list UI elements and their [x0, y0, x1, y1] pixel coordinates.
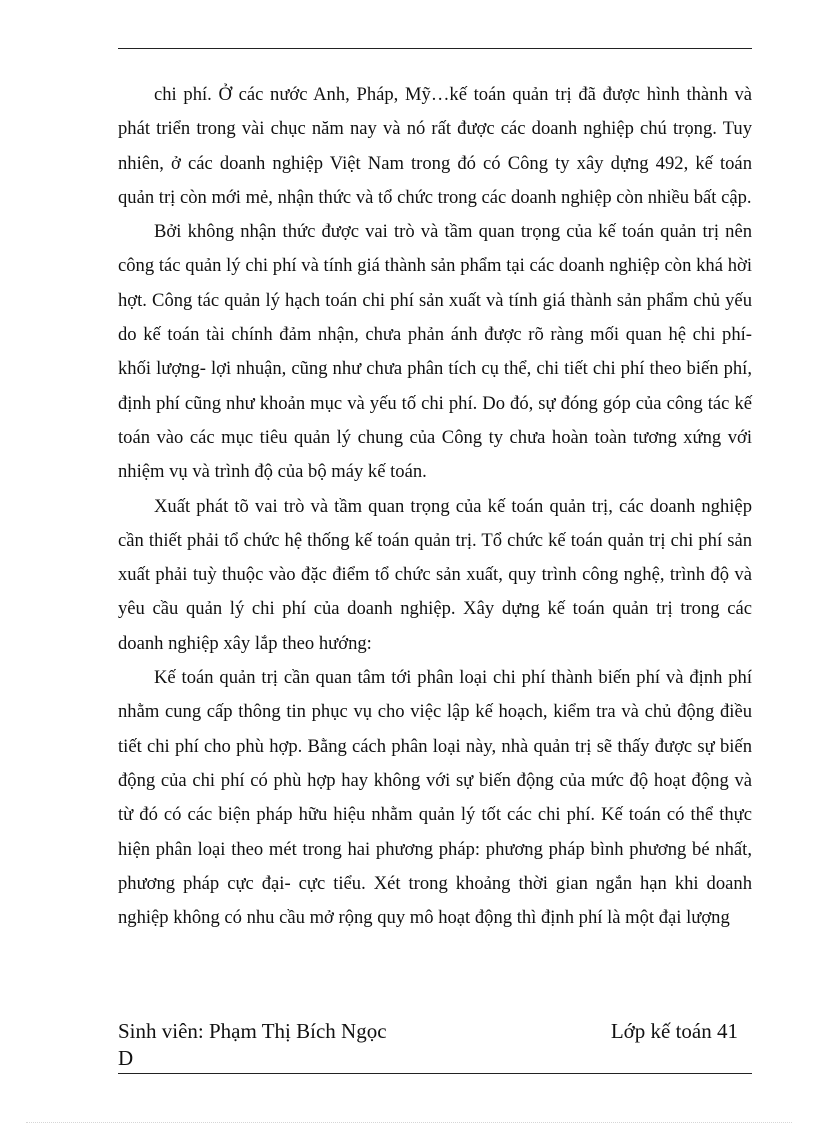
footer-class-name: Lớp kế toán 41 [610, 1019, 738, 1043]
body-text [118, 78, 752, 935]
paragraph: Kế toán quản trị cần quan tâm tới phân loại chi phí thành biến phí và định phí nhằm cung cấp thông tin phục vụ cho việc lập kế hoạch, kiểm tra và chủ động điều tiết chi phí cho phù hợp. Bằng cách phân loại này, nhà quản trị sẽ thấy được sự biến động của chi phí có phù hợp hay không với sự biến động của mức độ hoạt động và từ đó có các biện pháp hữu hiệu nhằm quản lý tốt các chi phí. Kế toán có thể thực hiện phân loại theo mét trong hai phương pháp: phương pháp bình phương bé nhất, phương pháp cực đại- cực tiểu. Xét trong khoảng thời gian ngắn hạn khi doanh nghiệp không có nhu cầu mở rộng quy mô hoạt động thì định phí là một đại lượng [118, 667, 752, 929]
paragraph: chi phí. Ở các nước Anh, Pháp, Mỹ…kế toán quản trị đã được hình thành và phát triển trong vài chục năm nay và nó rất được các doanh nghiệp chú trọng. Tuy nhiên, ở các doanh nghiệp Việt Nam trong đó có Công ty xây dựng 492, kế toán quản trị còn mới mẻ, nhận thức và tổ chức trong các doanh nghiệp còn nhiều bất cập. [118, 84, 752, 208]
footer-rule [118, 1073, 752, 1074]
header-rule [118, 48, 752, 49]
footer-student-name: Sinh viên: Phạm Thị Bích Ngọc [118, 1019, 387, 1043]
footer-student-name-continued: D [118, 1046, 134, 1070]
paragraph: Bởi không nhận thức được vai trò và tầm quan trọng của kế toán quản trị nên công tác quản lý chi phí và tính giá thành sản phẩm tại các doanh nghiệp còn khá hời hợt. Công tác quản lý hạch toán chi phí sản xuất và tính giá thành sản phẩm chủ yếu do kế toán tài chính đảm nhận, chưa phản ánh được rõ ràng mối quan hệ chi phí- khối lượng- lợi nhuận, cũng như chưa phân tích cụ thể, chi tiết chi phí theo biến phí, định phí cũng như khoản mục và yếu tố chi phí. Do đó, sự đóng góp của công tác kế toán vào các mục tiêu quản lý chung của Công ty chưa hoàn toàn tương xứng với nhiệm vụ và trình độ của bộ máy kế toán. [118, 221, 752, 483]
paragraph: Xuất phát tõ vai trò và tầm quan trọng của kế toán quản trị, các doanh nghiệp cần thiết phải tổ chức hệ thống kế toán quản trị. Tổ chức kế toán quản trị chi phí sản xuất phải tuỳ thuộc vào đặc điểm tổ chức sản xuất, quy trình công nghệ, trình độ và yêu cầu quản lý chi phí của doanh nghiệp. Xây dựng kế toán quản trị trong các doanh nghiệp xây lắp theo hướng: [118, 495, 752, 654]
